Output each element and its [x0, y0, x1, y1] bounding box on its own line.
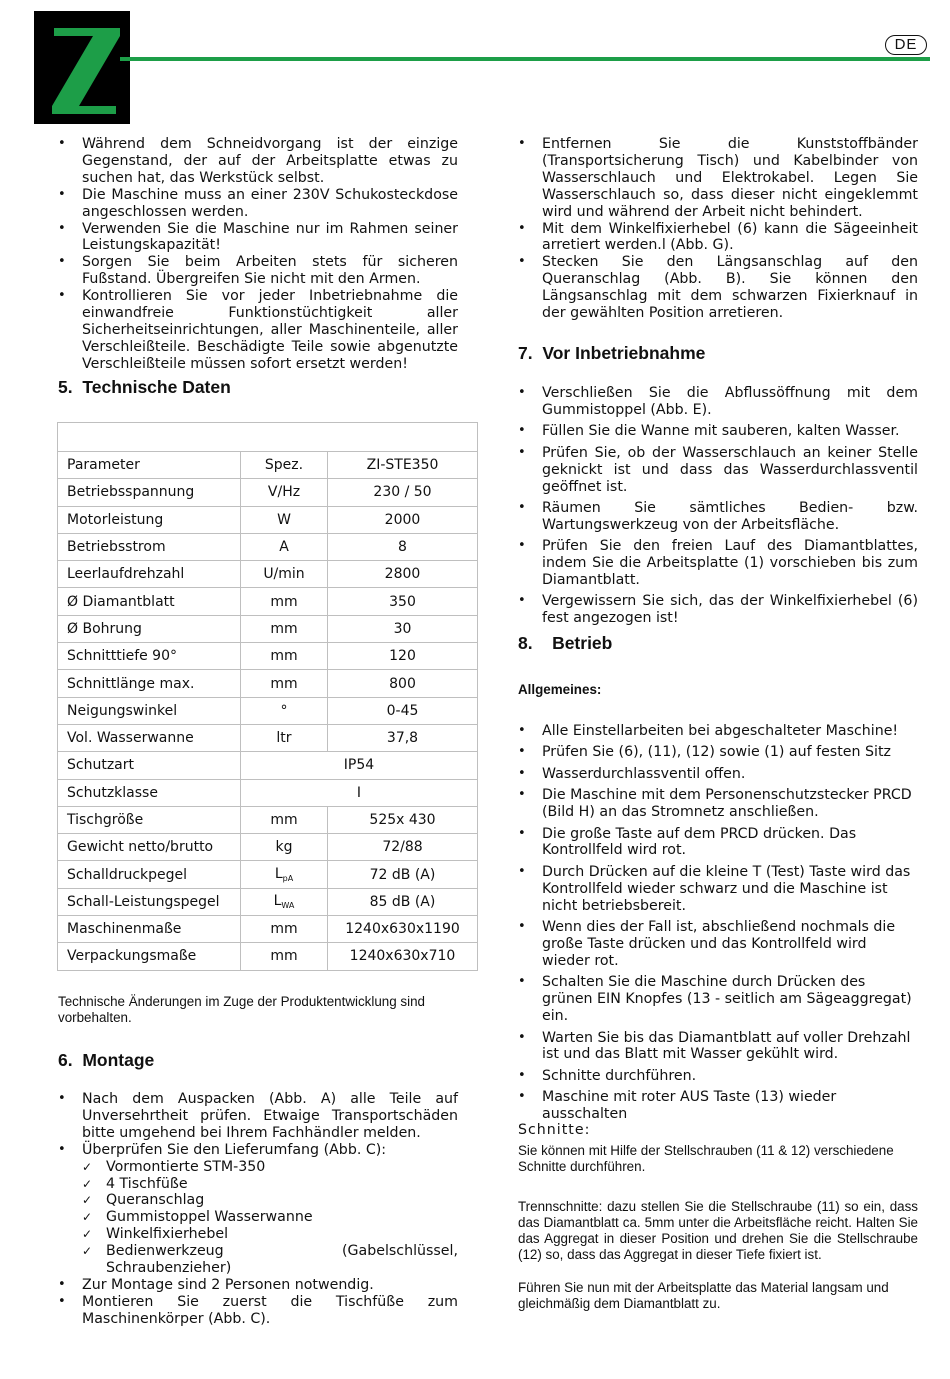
value-cell: 30 — [328, 615, 478, 642]
table-row — [58, 724, 478, 751]
table-row — [58, 697, 478, 724]
list-item: • Räumen Sie sämtliches Bedien- bzw. Wartungswerkzeug von der Arbeitsfläche. — [518, 500, 918, 534]
section-number: 5. — [58, 377, 73, 397]
pre-start-list — [518, 385, 918, 632]
param-cell: Betriebsspannung — [58, 479, 241, 506]
table-row — [58, 834, 478, 861]
section-number: 8. — [518, 633, 533, 653]
param-cell: Maschinenmaße — [58, 916, 241, 943]
list-item: • Entfernen Sie die Kunststoffbänder (Transportsicherung Tisch) und Kabelbinder von Wasserschlauch und Elektrokabel. Legen Sie Wasserschlauch so, dass dieser nicht eingeklemmt wird und während der Arbeit nicht behindert. — [518, 136, 918, 221]
value-cell: 2800 — [328, 561, 478, 588]
checklist-item: ✓ Vormontierte STM-350 — [82, 1159, 458, 1176]
param-cell: Vol. Wasserwanne — [58, 724, 241, 751]
list-item: • Während dem Schneidvorgang ist der einzige Gegenstand, der auf der Arbeitsplatte etwas zu suchen hat, das Werkstück selbst. — [58, 136, 458, 187]
table-row — [58, 533, 478, 560]
checklist-item: ✓ 4 Tischfüße — [82, 1176, 458, 1193]
list-item: • Die Maschine muss an einer 230V Schukosteckdose angeschlossen werden. — [58, 187, 458, 221]
unit-cell: mm — [241, 806, 328, 833]
value-cell: 525x 430 — [328, 806, 478, 833]
table-row — [58, 588, 478, 615]
list-item — [58, 1142, 458, 1277]
checklist-item: ✓ Gummistoppel Wasserwanne — [82, 1209, 458, 1226]
safety-list-left — [58, 136, 458, 373]
value-cell: 800 — [328, 670, 478, 697]
table-row — [58, 888, 478, 915]
language-badge: DE — [885, 35, 927, 55]
checklist-item: ✓ Queranschlag — [82, 1192, 458, 1209]
trennschnitte-paragraph: Trennschnitte: dazu stellen Sie die Stellschraube (11) so ein, dass das Diamantblatt ca. 5mm unter die Arbeitsfläche reicht. Halten Sie das Aggregat in dieser Position und drehen Sie die Stellschraube (12) so, dass das Aggregat in dieser Tiefe fixiert ist. — [518, 1199, 918, 1262]
unit-cell: ° — [241, 697, 328, 724]
section-7-heading — [518, 343, 705, 364]
unit-subscript: WA — [281, 901, 295, 911]
value-cell: 85 dB (A) — [328, 888, 478, 915]
unit-cell: mm — [241, 588, 328, 615]
list-item: • Sorgen Sie beim Arbeiten stets für sicheren Fußstand. Übergreifen Sie nicht mit den Armen. — [58, 254, 458, 288]
list-item: • Maschine mit roter AUS Taste (13) wieder ausschalten — [518, 1089, 918, 1123]
header-rule — [120, 57, 930, 61]
value-cell: 8 — [328, 533, 478, 560]
list-item: • Prüfen Sie (6), (11), (12) sowie (1) auf festen Sitz — [518, 744, 918, 761]
header-cell: Spez. — [241, 452, 328, 479]
unit-cell: mm — [241, 643, 328, 670]
list-item: • Mit dem Winkelfixierhebel (6) kann die Sägeeinheit arretiert werden.l (Abb. G). — [518, 221, 918, 255]
value-cell: IP54 — [241, 752, 478, 779]
value-cell: 230 / 50 — [328, 479, 478, 506]
subheading-schnitte: Schnitte: — [518, 1122, 591, 1138]
value-cell: 2000 — [328, 506, 478, 533]
unit-cell: mm — [241, 943, 328, 970]
param-cell: Gewicht netto/brutto — [58, 834, 241, 861]
value-cell: 1240x630x1190 — [328, 916, 478, 943]
list-item: • Verwenden Sie die Maschine nur im Rahmen seiner Leistungskapazität! — [58, 221, 458, 255]
unit-cell — [241, 888, 328, 915]
unit-cell — [241, 861, 328, 888]
operation-list — [518, 723, 918, 1128]
table-row — [58, 479, 478, 506]
param-cell: Schall-Leistungspegel — [58, 888, 241, 915]
brand-logo — [34, 11, 130, 124]
value-cell: 37,8 — [328, 724, 478, 751]
section-5-heading — [58, 377, 231, 398]
setup-list-right — [518, 136, 918, 322]
value-cell: 0-45 — [328, 697, 478, 724]
unit-cell: mm — [241, 916, 328, 943]
unit-cell: mm — [241, 615, 328, 642]
list-item: • Die große Taste auf dem PRCD drücken. Das Kontrollfeld wird rot. — [518, 826, 918, 860]
fuehren-paragraph: Führen Sie nun mit der Arbeitsplatte das Material langsam und gleichmäßig dem Diamantblatt zu. — [518, 1280, 889, 1311]
param-cell: Schnitttiefe 90° — [58, 643, 241, 670]
list-item: • Warten Sie bis das Diamantblatt auf voller Drehzahl ist und das Blatt mit Wasser gekühlt wird. — [518, 1030, 918, 1064]
param-cell: Verpackungsmaße — [58, 943, 241, 970]
unit-main: L — [274, 866, 283, 883]
section-title: Montage — [82, 1050, 155, 1070]
value-cell: 72 dB (A) — [328, 861, 478, 888]
param-cell: Schutzklasse — [58, 779, 241, 806]
table-row — [58, 561, 478, 588]
section-6-heading — [58, 1050, 154, 1071]
technical-note: Technische Änderungen im Zuge der Produktentwicklung sind vorbehalten. — [58, 994, 425, 1025]
value-cell: 350 — [328, 588, 478, 615]
table-row — [58, 615, 478, 642]
list-item: • Alle Einstellarbeiten bei abgeschalteter Maschine! — [518, 723, 918, 740]
table-row — [58, 643, 478, 670]
list-item: • Stecken Sie den Längsanschlag auf den Queranschlag (Abb. B). Sie können den Längsanschlag mit dem schwarzen Fixierknauf in der gewählten Position arretieren. — [518, 254, 918, 322]
section-title: Vor Inbetriebnahme — [542, 343, 706, 363]
list-item: • Die Maschine mit dem Personenschutzstecker PRCD (Bild H) an das Stromnetz anschließen. — [518, 787, 918, 821]
schnitte-paragraph: Sie können mit Hilfe der Stellschrauben (11 & 12) verschiedene Schnitte durchführen. — [518, 1143, 894, 1174]
unit-cell: A — [241, 533, 328, 560]
table-row — [58, 916, 478, 943]
unit-cell: mm — [241, 670, 328, 697]
table-row — [58, 806, 478, 833]
value-cell: 72/88 — [328, 834, 478, 861]
list-item: • Nach dem Auspacken (Abb. A) alle Teile auf Unversehrtheit prüfen. Etwaige Transportschäden bitte umgehend bei Ihrem Fachhändler melden. — [58, 1091, 458, 1142]
checklist-item: ✓ Bedienwerkzeug (Gabelschlüssel, Schraubenzieher) — [82, 1243, 458, 1277]
param-cell: Schalldruckpegel — [58, 861, 241, 888]
list-item: • Prüfen Sie den freien Lauf des Diamantblattes, indem Sie die Arbeitsplatte (1) vorschieben bis zum Diamantblatt. — [518, 538, 918, 589]
unit-cell: V/Hz — [241, 479, 328, 506]
param-cell: Leerlaufdrehzahl — [58, 561, 241, 588]
unit-cell: ltr — [241, 724, 328, 751]
subheading-allgemeines: Allgemeines: — [518, 682, 602, 697]
table-header-row — [58, 452, 478, 479]
table-row — [58, 752, 478, 779]
spec-table — [57, 422, 478, 971]
list-item: • Schalten Sie die Maschine durch Drücken des grünen EIN Knopfes (13 - seitlich am Sägeaggregat) ein. — [518, 974, 918, 1025]
list-item: • Wasserdurchlassventil offen. — [518, 766, 918, 783]
param-cell: Schnittlänge max. — [58, 670, 241, 697]
table-row — [58, 670, 478, 697]
param-cell: Tischgröße — [58, 806, 241, 833]
unit-cell: U/min — [241, 561, 328, 588]
param-cell: Betriebsstrom — [58, 533, 241, 560]
unit-main: L — [273, 893, 282, 910]
header-cell: ZI-STE350 — [328, 452, 478, 479]
checklist — [82, 1159, 458, 1277]
table-title-row — [58, 423, 478, 452]
header-cell: Parameter — [58, 452, 241, 479]
param-cell: Ø Bohrung — [58, 615, 241, 642]
param-cell: Schutzart — [58, 752, 241, 779]
list-item: • Durch Drücken auf die kleine T (Test) Taste wird das Kontrollfeld wieder schwarz und die Maschine ist nicht betriebsbereit. — [518, 864, 918, 915]
value-cell: 120 — [328, 643, 478, 670]
montage-list — [58, 1091, 458, 1328]
list-item: • Verschließen Sie die Abflussöffnung mit dem Gummistoppel (Abb. E). — [518, 385, 918, 419]
value-cell: I — [241, 779, 478, 806]
list-item: • Füllen Sie die Wanne mit sauberen, kalten Wasser. — [518, 423, 918, 440]
unit-cell: kg — [241, 834, 328, 861]
list-item: • Kontrollieren Sie vor jeder Inbetriebnahme die einwandfreie Funktionstüchtigkeit aller Sicherheitseinrichtungen, aller Maschinenteile, aller Verschleißteile. Beschädigte Teile sowie abgenutzte Verschleißteile müssen sofort ersetzt werden! — [58, 288, 458, 373]
table-row — [58, 779, 478, 806]
list-item: • Schnitte durchführen. — [518, 1068, 918, 1085]
list-item-text: Überprüfen Sie den Lieferumfang (Abb. C): — [82, 1141, 387, 1158]
section-8-heading — [518, 633, 612, 654]
table-row — [58, 506, 478, 533]
param-cell: Motorleistung — [58, 506, 241, 533]
section-title: Technische Daten — [82, 377, 231, 397]
list-item: • Wenn dies der Fall ist, abschließend nochmals die große Taste drücken und das Kontrollfeld wird wieder rot. — [518, 919, 918, 970]
param-cell: Ø Diamantblatt — [58, 588, 241, 615]
unit-cell: W — [241, 506, 328, 533]
section-number: 6. — [58, 1050, 73, 1070]
unit-subscript: pA — [282, 874, 294, 884]
list-item: • Zur Montage sind 2 Personen notwendig. — [58, 1277, 458, 1294]
checklist-item: ✓ Winkelfixierhebel — [82, 1226, 458, 1243]
section-title: Betrieb — [552, 633, 613, 653]
table-row — [58, 861, 478, 888]
list-item: • Prüfen Sie, ob der Wasserschlauch an keiner Stelle geknickt ist und dass das Wasserdurchlassventil geöffnet ist. — [518, 445, 918, 496]
table-row — [58, 943, 478, 970]
list-item: • Vergewissern Sie sich, das der Winkelfixierhebel (6) fest angezogen ist! — [518, 593, 918, 627]
param-cell: Neigungswinkel — [58, 697, 241, 724]
list-item: • Montieren Sie zuerst die Tischfüße zum Maschinenkörper (Abb. C). — [58, 1294, 458, 1328]
section-number: 7. — [518, 343, 533, 363]
value-cell: 1240x630x710 — [328, 943, 478, 970]
